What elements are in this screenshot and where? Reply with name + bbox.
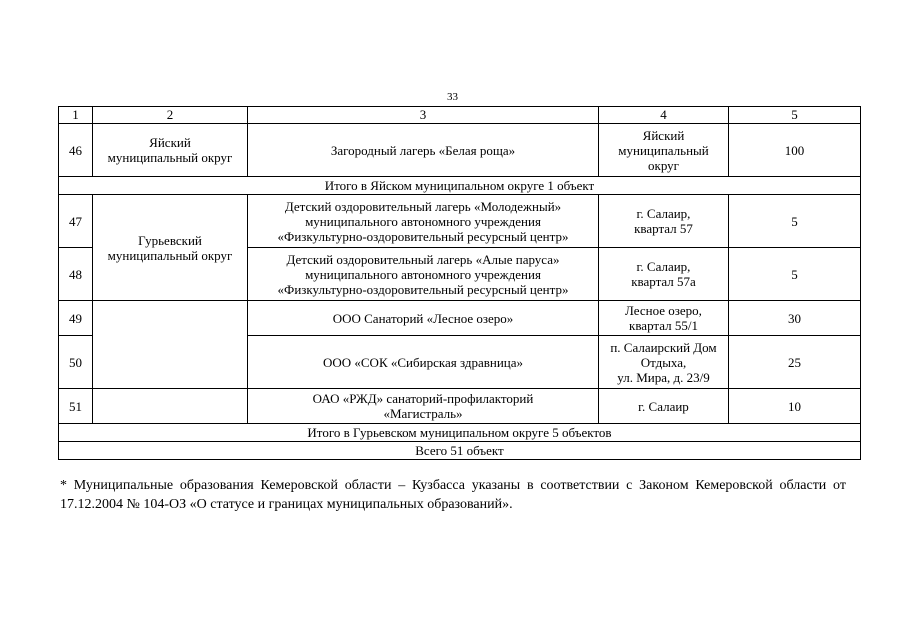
row-number: 49 [59, 301, 93, 336]
header-cell-5: 5 [729, 107, 861, 124]
location-cell: Яйский муниципальный округ [599, 124, 729, 177]
location-cell: п. Салаирский Дом Отдыха, ул. Мира, д. 23/9 [599, 336, 729, 389]
table-header-row [59, 107, 861, 124]
capacity-cell: 100 [729, 124, 861, 177]
grand-total-row [59, 442, 861, 460]
objects-table [58, 106, 861, 460]
row-number: 50 [59, 336, 93, 389]
location-cell: г. Салаир, квартал 57а [599, 248, 729, 301]
page-number: 33 [447, 91, 458, 103]
location-cell: Лесное озеро, квартал 55/1 [599, 301, 729, 336]
grand-total: Всего 51 объект [59, 442, 861, 460]
row-number: 47 [59, 195, 93, 248]
table-row [59, 195, 861, 248]
guryevsk-total: Итого в Гурьевском муниципальном округе 5 объектов [59, 424, 861, 442]
row-number: 51 [59, 389, 93, 424]
capacity-cell: 25 [729, 336, 861, 389]
capacity-cell: 5 [729, 195, 861, 248]
row-number: 48 [59, 248, 93, 301]
object-cell: Детский оздоровительный лагерь «Алые паруса» муниципального автономного учреждения «Физкультурно-оздоровительный ресурсный центр» [248, 248, 599, 301]
capacity-cell: 30 [729, 301, 861, 336]
object-cell: Детский оздоровительный лагерь «Молодежный» муниципального автономного учреждения «Физкультурно-оздоровительный ресурсный центр» [248, 195, 599, 248]
header-cell-3: 3 [248, 107, 599, 124]
district-cell: Гурьевский муниципальный округ [93, 195, 248, 301]
object-cell: ООО «СОК «Сибирская здравница» [248, 336, 599, 389]
header-cell-4: 4 [599, 107, 729, 124]
footnote: * Муниципальные образования Кемеровской области – Кузбасса указаны в соответствии с Законом Кемеровской области от 17.12.2004 № 104-ОЗ «О статусе и границах муниципальных образований». [60, 478, 846, 512]
district-cell: Яйский муниципальный округ [93, 124, 248, 177]
district-cell-empty [93, 389, 248, 424]
table-row [59, 301, 861, 336]
capacity-cell: 10 [729, 389, 861, 424]
header-cell-2: 2 [93, 107, 248, 124]
object-cell: ОАО «РЖД» санаторий-профилакторий «Магистраль» [248, 389, 599, 424]
location-cell: г. Салаир, квартал 57 [599, 195, 729, 248]
location-cell: г. Салаир [599, 389, 729, 424]
subtotal-row [59, 177, 861, 195]
object-cell: ООО Санаторий «Лесное озеро» [248, 301, 599, 336]
district-cell-empty [93, 301, 248, 389]
capacity-cell: 5 [729, 248, 861, 301]
row-number: 46 [59, 124, 93, 177]
yaya-total: Итого в Яйском муниципальном округе 1 объект [59, 177, 861, 195]
object-cell: Загородный лагерь «Белая роща» [248, 124, 599, 177]
subtotal-row [59, 424, 861, 442]
table-row [59, 124, 861, 177]
table-row [59, 389, 861, 424]
header-cell-1: 1 [59, 107, 93, 124]
